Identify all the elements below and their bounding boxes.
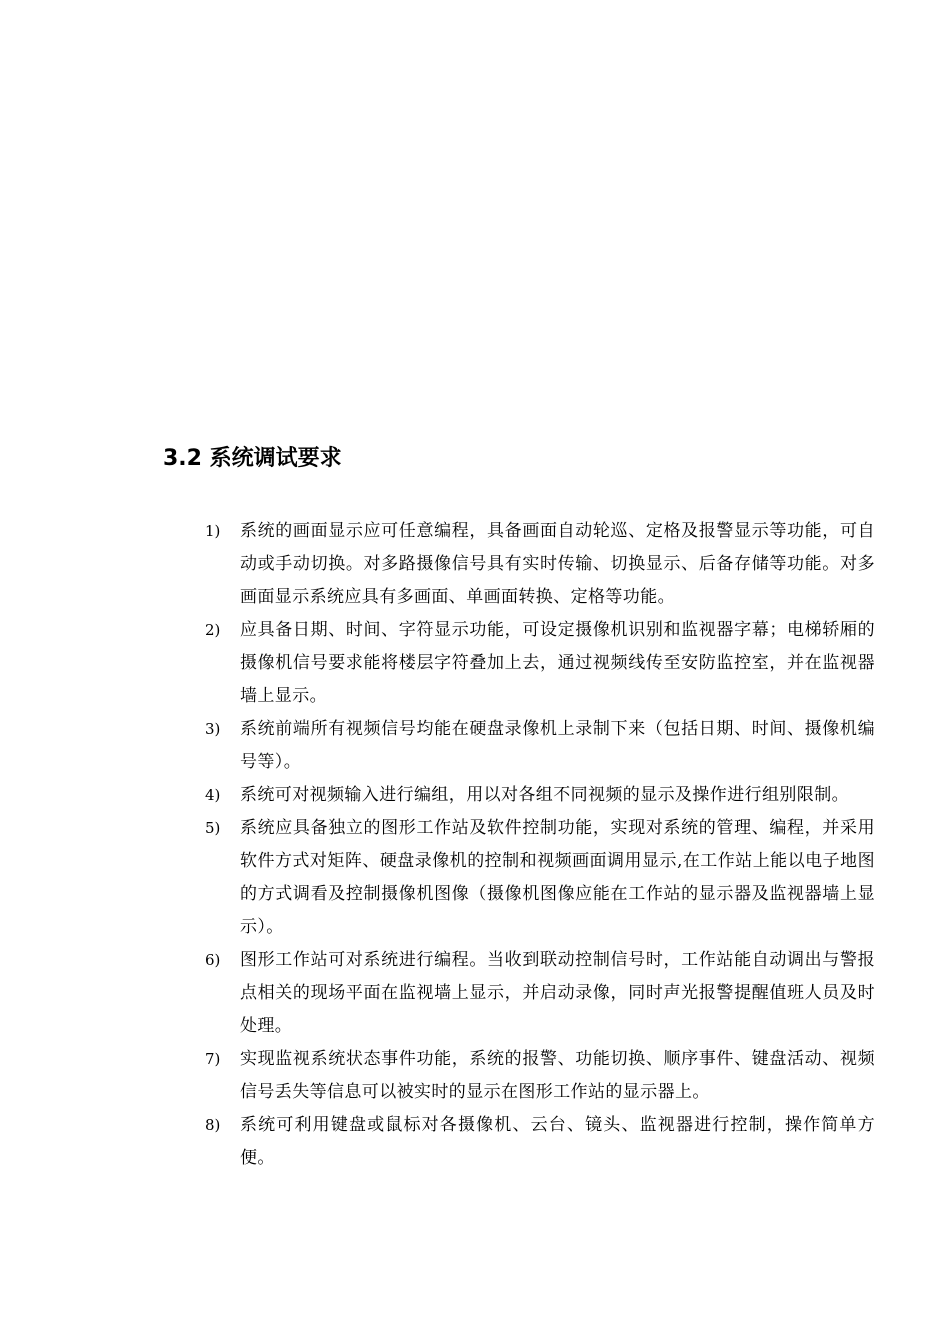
item-text: 系统前端所有视频信号均能在硬盘录像机上录制下来（包括日期、时间、摄像机编号等）。 [240,719,875,772]
item-number: 7) [205,1050,221,1068]
item-number: 8) [205,1116,221,1134]
list-item [205,812,875,944]
list-item [205,779,875,812]
requirements-list [205,515,875,1175]
item-text: 系统的画面显示应可任意编程，具备画面自动轮巡、定格及报警显示等功能，可自动或手动切换。对多路摄像信号具有实时传输、切换显示、后备存储等功能。对多画面显示系统应具有多画面、单画面转换、定格等功能。 [240,521,875,607]
list-item [205,515,875,614]
item-text: 实现监视系统状态事件功能，系统的报警、功能切换、顺序事件、键盘活动、视频信号丢失等信息可以被实时的显示在图形工作站的显示器上。 [240,1049,875,1102]
section-title: 3.2 系统调试要求 [163,446,342,471]
item-number: 1) [205,522,221,540]
item-text: 系统应具备独立的图形工作站及软件控制功能，实现对系统的管理、编程，并采用软件方式对矩阵、硬盘录像机的控制和视频画面调用显示,在工作站上能以电子地图的方式调看及控制摄像机图像（摄像机图像应能在工作站的显示器及监视器墙上显示）。 [240,818,875,937]
list-item [205,1109,875,1175]
item-number: 4) [205,786,221,804]
list-item [205,944,875,1043]
item-text: 系统可对视频输入进行编组，用以对各组不同视频的显示及操作进行组别限制。 [240,785,849,805]
item-text: 应具备日期、时间、字符显示功能，可设定摄像机识别和监视器字幕；电梯轿厢的摄像机信号要求能将楼层字符叠加上去，通过视频线传至安防监控室，并在监视器墙上显示。 [240,620,875,706]
item-number: 5) [205,819,221,837]
item-number: 2) [205,621,221,639]
item-text: 系统可利用键盘或鼠标对各摄像机、云台、镜头、监视器进行控制，操作简单方便。 [240,1115,875,1168]
item-number: 6) [205,951,221,969]
list-item [205,1043,875,1109]
item-number: 3) [205,720,221,738]
item-text: 图形工作站可对系统进行编程。当收到联动控制信号时，工作站能自动调出与警报点相关的现场平面在监视墙上显示，并启动录像，同时声光报警提醒值班人员及时处理。 [240,950,875,1036]
list-item [205,614,875,713]
list-item [205,713,875,779]
